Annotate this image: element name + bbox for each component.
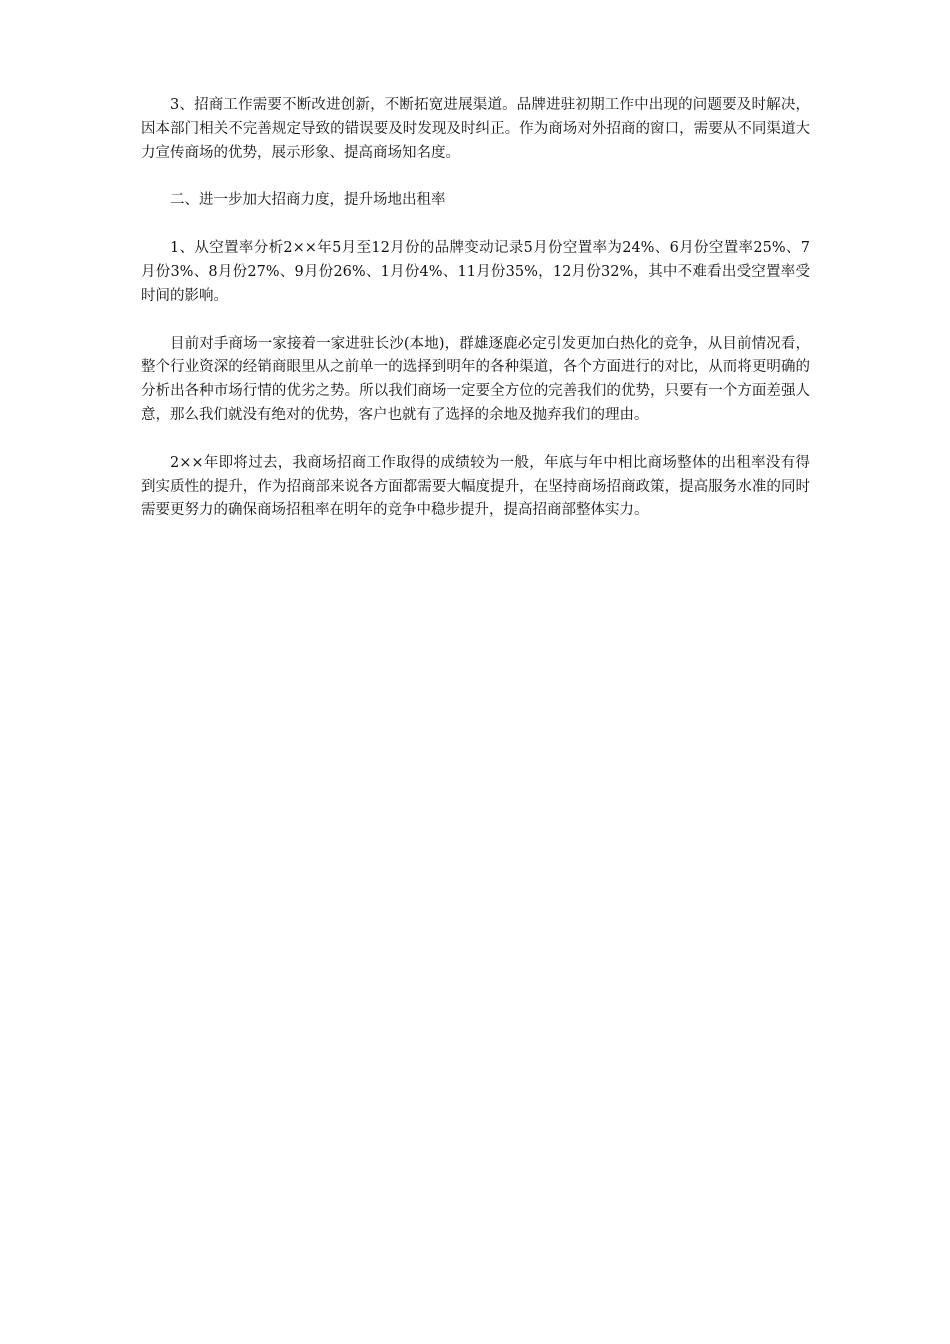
paragraph-summary: 2××年即将过去，我商场招商工作取得的成绩较为一般，年底与年中相比商场整体的出租率没有得到实质性的提升，作为招商部来说各方面都需要大幅度提升，在坚持商场招商政策，提高服务水准的同时需要更努力的确保商场招租率在明年的竞争中稳步提升，提高招商部整体实力。 <box>141 454 810 519</box>
paragraph-competition: 目前对手商场一家接着一家进驻长沙(本地)，群雄逐鹿必定引发更加白热化的竞争，从目前情况看，整个行业资深的经销商眼里从之前单一的选择到明年的各种渠道，各个方面进行的对比，从而将更明确的分析出各种市场行情的优劣之势。所以我们商场一定要全方位的完善我们的优势，只要有一个方面差强人意，那么我们就没有绝对的优势，客户也就有了选择的余地及抛弃我们的理由。 <box>141 335 810 423</box>
paragraph-vacancy-analysis: 1、从空置率分析2××年5月至12月份的品牌变动记录5月份空置率为24%、6月份空置率25%、7月份3%、8月份27%、9月份26%、1月份4%、11月份35%，12月份32%，其中不难看出受空置率受时间的影响。 <box>141 240 810 304</box>
document-body <box>141 94 810 547</box>
paragraph-channel-innovation: 3、招商工作需要不断改进创新，不断拓宽进展渠道。品牌进驻初期工作中出现的问题要及时解决，因本部门相关不完善规定导致的错误要及时发现及时纠正。作为商场对外招商的窗口，需要从不同渠道大力宣传商场的优势，展示形象、提高商场知名度。 <box>141 97 810 161</box>
section-heading-occupancy: 二、进一步加大招商力度，提升场地出租率 <box>170 192 446 209</box>
